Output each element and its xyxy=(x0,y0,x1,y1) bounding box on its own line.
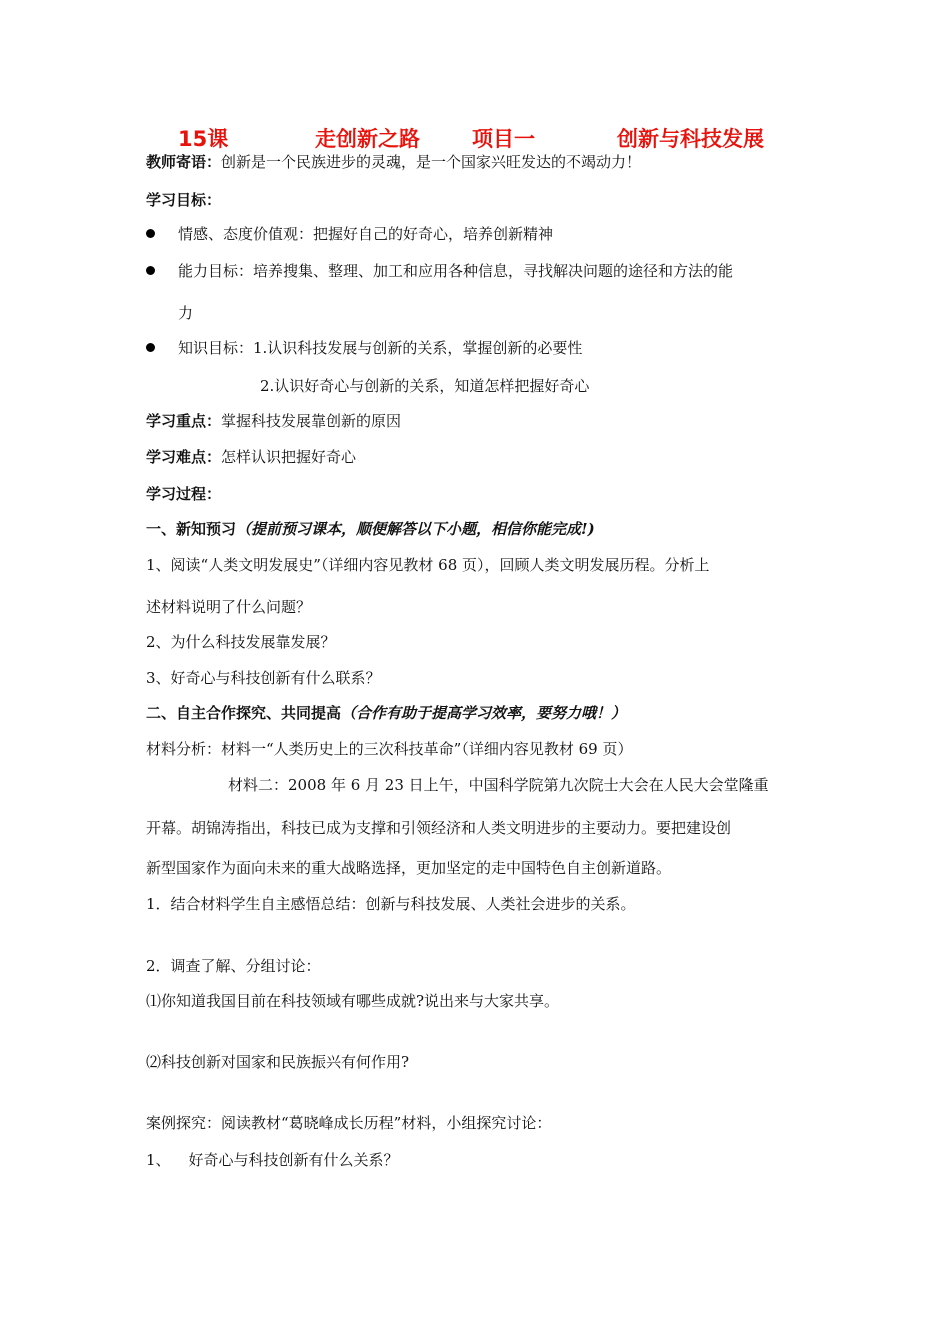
question-1-line2: 述材料说明了什么问题？ xyxy=(146,598,312,616)
title-project: 项目一 xyxy=(472,127,535,151)
key-point xyxy=(146,411,401,431)
section1-heading: 一、新知预习 xyxy=(146,520,237,538)
task-2: 2．调查了解、分组讨论： xyxy=(146,957,321,975)
goal-item-values: 情感、态度价值观：把握好自己的好奇心，培养创新精神 xyxy=(178,225,554,243)
material-2-line2: 开幕。胡锦涛指出，科技已成为支撑和引领经济和人类文明进步的主要动力。要把建设创 xyxy=(146,819,732,837)
case-question-number: 1、 xyxy=(146,1151,171,1169)
goal-item-knowledge-2: 2.认识好奇心与创新的关系，知道怎样把握好奇心 xyxy=(260,377,590,395)
material-2-line1: 材料二：2008 年 6 月 23 日上午，中国科学院第九次院士大会在人民大会堂隆重 xyxy=(228,776,769,794)
section1-note: （提前预习课本，顺便解答以下小题，相信你能完成!) xyxy=(236,520,595,538)
section2-note: （合作有助于提高学习效率，要努力哦！） xyxy=(341,704,627,722)
bullet-icon xyxy=(146,266,155,275)
title-topic: 走创新之路 xyxy=(315,127,420,151)
difficulty-text: 怎样认识把握好奇心 xyxy=(221,448,357,466)
bullet-icon xyxy=(146,343,155,352)
goal-item-knowledge-1: 知识目标：1.认识科技发展与创新的关系，掌握创新的必要性 xyxy=(178,339,583,357)
motto-text: 创新是一个民族进步的灵魂，是一个国家兴旺发达的不竭动力！ xyxy=(221,153,642,171)
question-2: 2、为什么科技发展靠发展？ xyxy=(146,633,336,651)
section2-heading: 二、自主合作探究、共同提高 xyxy=(146,704,342,722)
difficulty xyxy=(146,447,356,467)
section2-header xyxy=(146,703,626,723)
case-question-text: 好奇心与科技创新有什么关系？ xyxy=(188,1151,399,1169)
question-1-line1: 1、阅读“人类文明发展史”（详细内容见教材 68 页），回顾人类文明发展历程。分析上 xyxy=(146,556,710,574)
difficulty-label: 学习难点： xyxy=(146,448,222,466)
key-point-text: 掌握科技发展靠创新的原因 xyxy=(221,412,402,430)
question-3: 3、好奇心与科技创新有什么联系？ xyxy=(146,669,381,687)
teacher-motto xyxy=(146,152,641,172)
material-1: 材料分析：材料一“人类历史上的三次科技革命”（详细内容见教材 69 页） xyxy=(146,740,633,758)
title-lesson: 15课 xyxy=(178,127,229,151)
case-study: 案例探究：阅读教材“葛晓峰成长历程”材料，小组探究讨论： xyxy=(146,1114,552,1132)
goal-item-ability-cont: 力 xyxy=(178,304,194,322)
material-2-line3: 新型国家作为面向未来的重大战略选择，更加坚定的走中国特色自主创新道路。 xyxy=(146,859,672,877)
goal-item-ability: 能力目标：培养搜集、整理、加工和应用各种信息，寻找解决问题的途径和方法的能 xyxy=(178,262,734,280)
case-question-1 xyxy=(146,1150,399,1170)
task-1: 1．结合材料学生自主感悟总结：创新与科技发展、人类社会进步的关系。 xyxy=(146,895,636,913)
title-subject: 创新与科技发展 xyxy=(617,127,764,151)
process-heading: 学习过程： xyxy=(146,485,222,503)
task-2-question-1: ⑴你知道我国目前在科技领域有哪些成就?说出来与大家共享。 xyxy=(146,992,560,1010)
motto-label: 教师寄语： xyxy=(146,153,222,171)
key-point-label: 学习重点： xyxy=(146,412,222,430)
task-2-question-2: ⑵科技创新对国家和民族振兴有何作用? xyxy=(146,1053,410,1071)
bullet-icon xyxy=(146,229,155,238)
goals-heading: 学习目标： xyxy=(146,191,222,209)
section1-header xyxy=(146,519,595,539)
